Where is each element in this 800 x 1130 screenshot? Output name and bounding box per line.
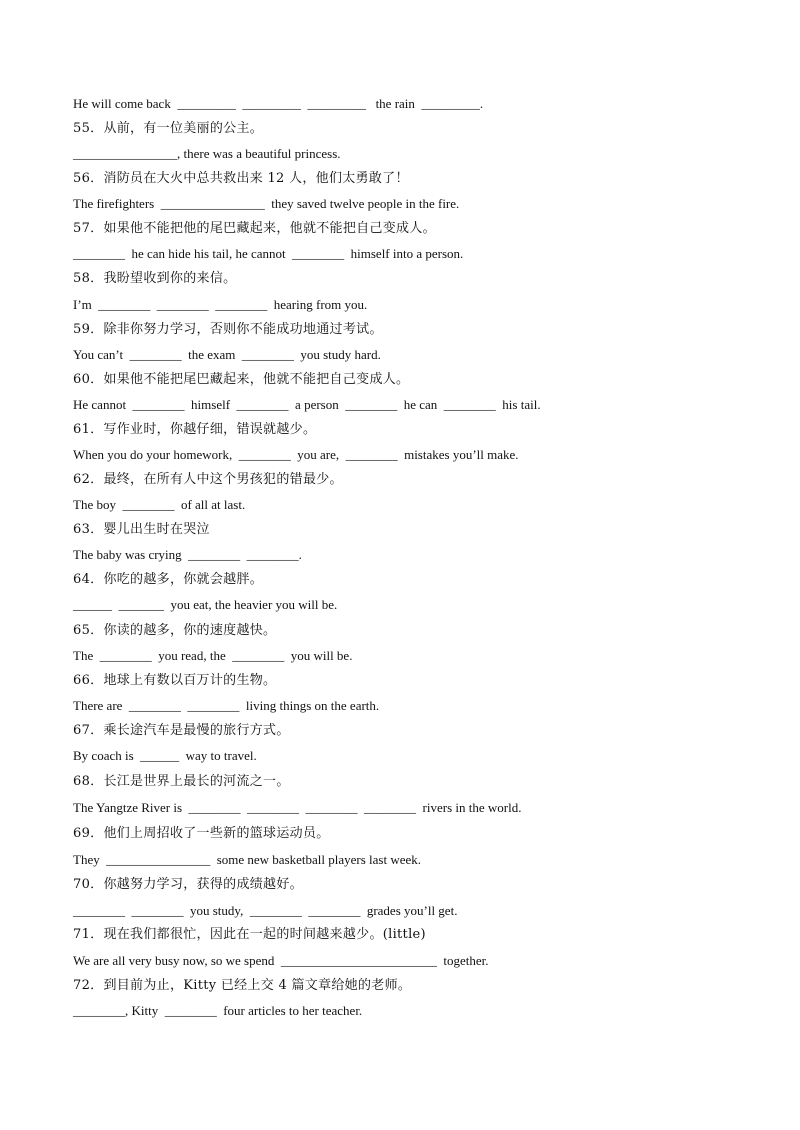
q59-chinese-prompt: 59．除非你努力学习，否则你不能成功地通过考试。: [73, 322, 383, 337]
q64-chinese-prompt: 64．你吃的越多，你就会越胖。: [73, 572, 264, 587]
q59-english-line: You can’t ________ the exam ________ you study hard.: [73, 347, 381, 362]
q70-english-line: ________ ________ you study, ________ ________ grades you’ll get.: [73, 903, 458, 918]
q54-english-line: He will come back _________ _________ _________ the rain _________.: [73, 96, 484, 111]
q55-english-line: ________________, there was a beautiful princess.: [73, 146, 341, 161]
q60-english-line: He cannot ________ himself ________ a person ________ he can ________ his tail.: [73, 397, 541, 412]
q66-english-line: There are ________ ________ living things on the earth.: [73, 698, 380, 713]
q65-chinese-prompt: 65．你读的越多，你的速度越快。: [73, 623, 277, 638]
q61-chinese-prompt: 61．写作业时，你越仔细，错误就越少。: [73, 422, 317, 437]
q62-english-line: The boy ________ of all at last.: [73, 497, 246, 512]
q56-english-line: The firefighters ________________ they saved twelve people in the fire.: [73, 196, 460, 211]
q71-english-line: We are all very busy now, so we spend ________________________ together.: [73, 953, 489, 968]
q58-chinese-prompt: 58．我盼望收到你的来信。: [73, 271, 237, 286]
q72-chinese-prompt: 72．到目前为止，Kitty 已经上交 4 篇文章给她的老师。: [73, 978, 412, 993]
q68-english-line: The Yangtze River is ________ ________ ________ ________ rivers in the world.: [73, 800, 522, 815]
q57-chinese-prompt: 57．如果他不能把他的尾巴藏起来，他就不能把自己变成人。: [73, 221, 436, 236]
q55-chinese-prompt: 55．从前，有一位美丽的公主。: [73, 121, 264, 136]
q69-chinese-prompt: 69．他们上周招收了一些新的篮球运动员。: [73, 826, 330, 841]
q69-english-line: They ________________ some new basketball players last week.: [73, 852, 422, 867]
q70-chinese-prompt: 70．你越努力学习，获得的成绩越好。: [73, 877, 303, 892]
q64-english-line: ______ _______ you eat, the heavier you will be.: [73, 597, 338, 612]
q68-chinese-prompt: 68．长江是世界上最长的河流之一。: [73, 774, 290, 789]
q61-english-line: When you do your homework, ________ you are, ________ mistakes you’ll make.: [73, 447, 519, 462]
q63-english-line: The baby was crying ________ ________.: [73, 547, 302, 562]
q67-chinese-prompt: 67．乘长途汽车是最慢的旅行方式。: [73, 723, 290, 738]
q56-chinese-prompt: 56．消防员在大火中总共救出来 12 人，他们太勇敢了！: [73, 171, 409, 186]
q66-chinese-prompt: 66．地球上有数以百万计的生物。: [73, 673, 277, 688]
q62-chinese-prompt: 62．最终，在所有人中这个男孩犯的错最少。: [73, 472, 343, 487]
q71-chinese-prompt: 71．现在我们都很忙，因此在一起的时间越来越少。(little): [73, 927, 426, 942]
q67-english-line: By coach is ______ way to travel.: [73, 748, 257, 763]
q65-english-line: The ________ you read, the ________ you will be.: [73, 648, 353, 663]
q63-chinese-prompt: 63．婴儿出生时在哭泣: [73, 522, 210, 537]
q57-english-line: ________ he can hide his tail, he cannot ________ himself into a person.: [73, 246, 464, 261]
q58-english-line: I’m ________ ________ ________ hearing from you.: [73, 297, 368, 312]
q72-english-line: ________, Kitty ________ four articles to her teacher.: [73, 1003, 363, 1018]
q60-chinese-prompt: 60．如果他不能把尾巴藏起来，他就不能把自己变成人。: [73, 372, 410, 387]
